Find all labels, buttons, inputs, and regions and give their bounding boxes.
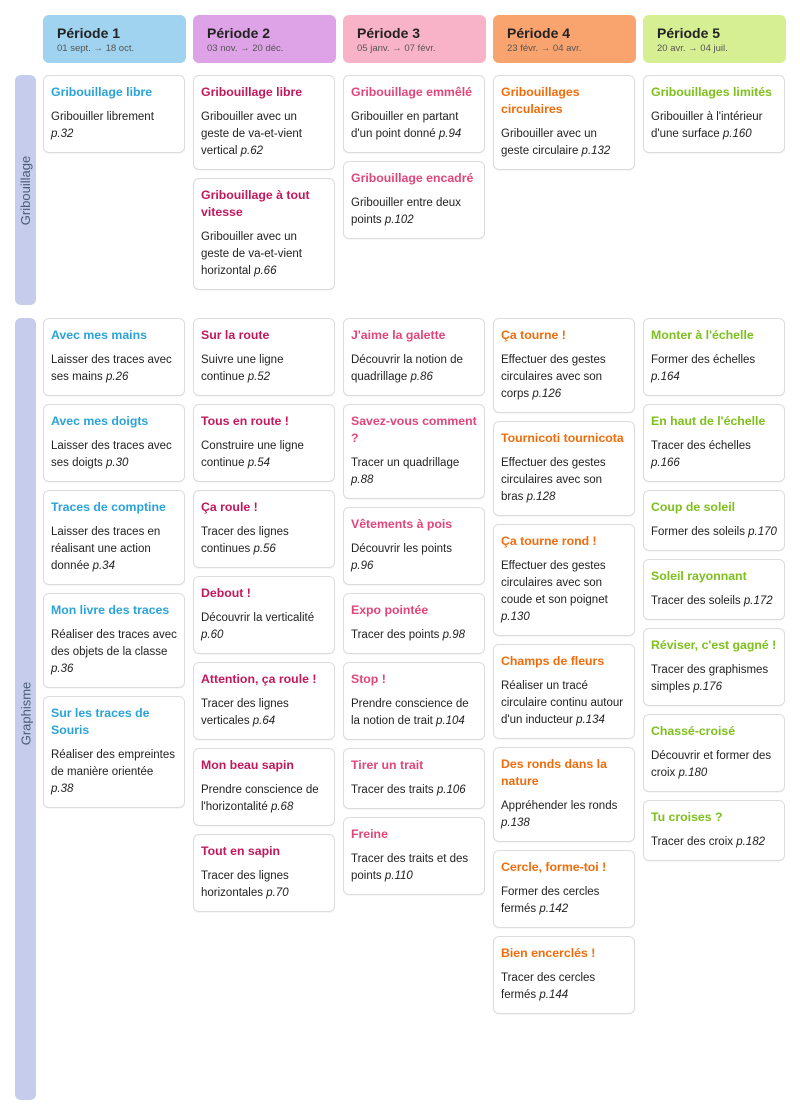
activity-description (501, 558, 627, 626)
activity-text: Laisser des traces en réalisant une action donnée (51, 526, 161, 572)
activity-title: Ça tourne rond ! (501, 534, 597, 548)
period-title: Période 4 (507, 25, 571, 41)
activity-title: Gribouillages limités (651, 85, 772, 99)
activity-description (201, 438, 327, 472)
page-reference: p.102 (384, 214, 414, 226)
page-reference: p.126 (532, 388, 562, 400)
activity-description (51, 747, 177, 798)
period-title: Période 1 (57, 25, 121, 41)
page-reference: p.104 (436, 715, 465, 727)
activity-description (201, 109, 327, 160)
activity-text: Gribouiller librement (51, 111, 154, 123)
activity-text: Gribouiller avec un geste de va-et-vient horizontal (201, 231, 303, 277)
activity-text: Effectuer des gestes circulaires avec son coude et son poignet (501, 560, 608, 606)
activity-text: Tracer des traits (351, 784, 434, 796)
activity-description (651, 352, 777, 386)
activity-text: Effectuer des gestes circulaires avec son corps (501, 354, 606, 400)
period-column (493, 75, 635, 170)
activity-title: Avec mes doigts (51, 414, 149, 428)
page-reference: p.30 (105, 457, 129, 469)
period-column (43, 75, 185, 153)
page-reference: p.54 (247, 457, 271, 469)
page-reference: p.134 (576, 714, 605, 726)
activity-description (501, 678, 627, 729)
activity-card[interactable] (493, 318, 635, 413)
activity-text: Réaliser un tracé circulaire continu autour d'un inducteur (501, 680, 624, 726)
period-header (343, 15, 486, 63)
activity-title: Gribouillage libre (201, 85, 303, 99)
activity-description (51, 524, 177, 575)
section-label-wrap (15, 75, 36, 305)
period-column (43, 318, 185, 808)
period-dates: 03 nov. → 20 déc. (207, 43, 284, 54)
activity-title: Ça roule ! (201, 500, 258, 514)
activity-card[interactable] (493, 747, 635, 842)
activity-text: Tracer des lignes continues (201, 526, 289, 555)
page-reference: p.32 (51, 128, 74, 140)
period-column (193, 318, 335, 912)
activity-title: Avec mes mains (51, 328, 147, 342)
activity-text: Former des soleils (651, 526, 745, 538)
activity-text: Prendre conscience de l'horizontalité (201, 784, 319, 813)
activity-title: Tout en sapin (201, 844, 281, 858)
activity-title: Traces de comptine (51, 500, 166, 514)
activity-text: Gribouiller avec un geste circulaire (501, 128, 597, 157)
activity-card[interactable] (193, 404, 335, 482)
page-reference: p.86 (410, 371, 433, 383)
activity-description (351, 696, 477, 730)
activity-card[interactable] (643, 800, 785, 861)
activity-title: Vêtements à pois (351, 517, 453, 531)
page-reference: p.166 (651, 457, 680, 469)
activity-card[interactable] (193, 662, 335, 740)
activity-card[interactable] (643, 559, 785, 620)
activity-card[interactable] (43, 404, 185, 482)
activity-text: Laisser des traces avec ses doigts (51, 440, 172, 469)
activity-text: Laisser des traces avec ses mains (51, 354, 172, 383)
activity-text: Gribouiller avec un geste de va-et-vient vertical (201, 111, 303, 157)
page-reference: p.106 (436, 784, 466, 796)
activity-title: Chassé-croisé (651, 724, 736, 738)
activity-card[interactable] (193, 576, 335, 654)
activity-text: Réaliser des empreintes de manière orientée (51, 749, 176, 778)
activity-title: Bien encerclés ! (501, 946, 596, 960)
activity-card[interactable] (343, 662, 485, 740)
activity-description (351, 627, 477, 644)
activity-title: Tu croises ? (651, 810, 723, 824)
activity-title: Sur la route (201, 328, 270, 342)
activity-description (651, 524, 777, 541)
activity-card[interactable] (343, 817, 485, 895)
activity-title: Sur les traces de Souris (51, 706, 150, 737)
activity-description (651, 438, 777, 472)
activity-description (201, 610, 327, 644)
activity-card[interactable] (493, 75, 635, 170)
activity-title: Mon beau sapin (201, 758, 294, 772)
activity-card[interactable] (493, 936, 635, 1014)
activity-text: Effectuer des gestes circulaires avec son bras (501, 457, 606, 503)
page-reference: p.170 (748, 526, 777, 538)
page-reference: p.128 (526, 491, 556, 503)
activity-description (351, 352, 477, 386)
activity-title: Monter à l'échelle (651, 328, 754, 342)
activity-card[interactable] (43, 75, 185, 153)
period-column (343, 75, 485, 239)
page-reference: p.160 (722, 128, 752, 140)
section-label: Gribouillage (18, 155, 33, 225)
activity-text: Découvrir les points (351, 543, 452, 555)
page-reference: p.70 (266, 887, 289, 899)
activity-description (201, 782, 327, 816)
activity-text: Découvrir la notion de quadrillage (351, 354, 463, 383)
page-reference: p.180 (678, 767, 708, 779)
page-reference: p.34 (92, 560, 115, 572)
activity-text: Tracer des traits et des points (351, 853, 469, 882)
activity-text: Prendre conscience de la notion de trait (351, 698, 469, 727)
activity-title: Gribouillage encadré (351, 171, 474, 185)
activity-description (201, 524, 327, 558)
page-reference: p.144 (539, 989, 569, 1001)
activity-title: Gribouillage à tout vitesse (201, 188, 310, 219)
page-reference: p.182 (736, 836, 765, 848)
activity-title: Attention, ça roule ! (201, 672, 317, 686)
period-title: Période 3 (357, 25, 421, 41)
activity-title: Gribouillages circulaires (501, 85, 580, 116)
page-reference: p.110 (384, 870, 413, 882)
period-column (343, 318, 485, 895)
activity-description (651, 748, 777, 782)
page-reference: p.94 (438, 128, 462, 140)
activity-description (51, 109, 177, 143)
activity-description (351, 195, 477, 229)
activity-card[interactable] (343, 404, 485, 499)
activity-description (501, 884, 627, 918)
activity-text: Gribouiller en partant d'un point donné (351, 111, 459, 140)
page-reference: p.64 (252, 715, 276, 727)
page-reference: p.130 (501, 611, 530, 623)
page-reference: p.36 (51, 663, 74, 675)
period-dates: 01 sept. → 18 oct. (57, 43, 135, 54)
activity-description (201, 352, 327, 386)
activity-text: Tracer des lignes horizontales (201, 870, 289, 899)
activity-card[interactable] (193, 748, 335, 826)
activity-title: En haut de l'échelle (651, 414, 766, 428)
activity-text: Tracer des croix (651, 836, 734, 848)
section-band (15, 75, 36, 305)
activity-text: Gribouiller entre deux points (351, 197, 461, 226)
section-band (15, 318, 36, 1100)
activity-description (501, 970, 627, 1004)
activity-description (51, 352, 177, 386)
activity-text: Découvrir la verticalité (201, 612, 315, 624)
activity-text: Tracer des lignes verticales (201, 698, 289, 727)
page-reference: p.62 (240, 145, 264, 157)
activity-title: Gribouillage libre (51, 85, 153, 99)
period-dates: 05 janv. → 07 févr. (357, 43, 436, 54)
activity-description (651, 109, 777, 143)
activity-title: Freine (351, 827, 388, 841)
period-header (43, 15, 186, 63)
activity-title: J'aime la galette (351, 328, 446, 342)
activity-text: Suivre une ligne continue (201, 354, 284, 383)
activity-description (651, 834, 777, 851)
activity-description (351, 851, 477, 885)
activity-title: Tournicoti tournicota (501, 431, 624, 445)
activity-description (501, 352, 627, 403)
page-reference: p.60 (201, 629, 224, 641)
activity-description (351, 109, 477, 143)
activity-text: Tracer un quadrillage (351, 457, 460, 469)
period-header (493, 15, 636, 63)
activity-description (501, 126, 627, 160)
page-reference: p.172 (743, 595, 773, 607)
section-label-wrap (15, 318, 36, 1108)
page-reference: p.138 (501, 817, 530, 829)
page-reference: p.164 (651, 371, 680, 383)
activity-title: Soleil rayonnant (651, 569, 747, 583)
activity-text: Tracer des points (351, 629, 440, 641)
activity-card[interactable] (343, 507, 485, 585)
period-column (493, 318, 635, 1014)
activity-description (201, 696, 327, 730)
activity-description (501, 798, 627, 832)
activity-card[interactable] (193, 75, 335, 170)
activity-text: Découvrir et former des croix (651, 750, 772, 779)
activity-description (501, 455, 627, 506)
activity-card[interactable] (193, 318, 335, 396)
activity-text: Tracer des graphismes simples (651, 664, 769, 693)
page-reference: p.88 (351, 474, 374, 486)
period-column (643, 75, 785, 153)
period-column (193, 75, 335, 290)
activity-title: Ça tourne ! (501, 328, 566, 342)
activity-card[interactable] (343, 593, 485, 654)
period-title: Période 2 (207, 25, 271, 41)
activity-card[interactable] (493, 421, 635, 516)
page-reference: p.66 (254, 265, 277, 277)
activity-text: Construire une ligne continue (201, 440, 304, 469)
activity-title: Tous en route ! (201, 414, 289, 428)
activity-description (651, 593, 777, 610)
activity-text: Tracer des échelles (651, 440, 751, 452)
activity-title: Réviser, c'est gagné ! (651, 638, 777, 652)
activity-text: Réaliser des traces avec des objets de la classe (51, 629, 177, 658)
activity-title: Expo pointée (351, 603, 429, 617)
activity-card[interactable] (343, 318, 485, 396)
activity-card[interactable] (343, 75, 485, 153)
activity-title: Champs de fleurs (501, 654, 605, 668)
activity-card[interactable] (43, 490, 185, 585)
activity-description (351, 455, 477, 489)
activity-title: Cercle, forme-toi ! (501, 860, 607, 874)
activity-title: Des ronds dans la nature (501, 757, 607, 788)
page-reference: p.68 (270, 801, 294, 813)
period-dates: 23 févr. → 04 avr. (507, 43, 582, 54)
activity-title: Savez-vous comment ? (351, 414, 477, 445)
activity-card[interactable] (343, 161, 485, 239)
activity-description (351, 782, 477, 799)
period-header (193, 15, 336, 63)
page-reference: p.142 (539, 903, 569, 915)
page-reference: p.38 (51, 783, 74, 795)
page-reference: p.26 (105, 371, 129, 383)
activity-card[interactable] (643, 490, 785, 551)
activity-text: Appréhender les ronds (501, 800, 618, 812)
activity-title: Tirer un trait (351, 758, 424, 772)
activity-title: Gribouillage emmêlé (351, 85, 472, 99)
page-reference: p.98 (442, 629, 466, 641)
activity-text: Tracer des cercles fermés (501, 972, 596, 1001)
activity-card[interactable] (343, 748, 485, 809)
page-reference: p.56 (253, 543, 276, 555)
activity-description (201, 868, 327, 902)
activity-description (51, 438, 177, 472)
activity-title: Stop ! (351, 672, 386, 686)
period-dates: 20 avr. → 04 juil. (657, 43, 728, 54)
activity-card[interactable] (643, 404, 785, 482)
period-header (643, 15, 786, 63)
activity-text: Former des échelles (651, 354, 756, 366)
activity-card[interactable] (193, 490, 335, 568)
activity-card[interactable] (493, 850, 635, 928)
activity-title: Debout ! (201, 586, 251, 600)
page-reference: p.96 (351, 560, 374, 572)
activity-title: Coup de soleil (651, 500, 736, 514)
activity-card[interactable] (193, 834, 335, 912)
activity-card[interactable] (643, 628, 785, 706)
activity-title: Mon livre des traces (51, 603, 170, 617)
activity-card[interactable] (43, 696, 185, 808)
period-column (643, 318, 785, 861)
activity-description (351, 541, 477, 575)
activity-card[interactable] (643, 318, 785, 396)
activity-card[interactable] (43, 593, 185, 688)
page-reference: p.132 (581, 145, 611, 157)
activity-card[interactable] (643, 714, 785, 792)
activity-text: Gribouiller à l'intérieur d'une surface (651, 111, 763, 140)
activity-text: Former des cercles fermés (501, 886, 600, 915)
activity-card[interactable] (43, 318, 185, 396)
page-reference: p.52 (247, 371, 271, 383)
section-label: Graphisme (18, 681, 34, 745)
activity-description (651, 662, 777, 696)
activity-card[interactable] (193, 178, 335, 290)
activity-card[interactable] (643, 75, 785, 153)
activity-card[interactable] (493, 524, 635, 636)
page-reference: p.176 (693, 681, 722, 693)
activity-description (201, 229, 327, 280)
activity-card[interactable] (493, 644, 635, 739)
period-title: Période 5 (657, 25, 721, 41)
activity-text: Tracer des soleils (651, 595, 741, 607)
activity-description (51, 627, 177, 678)
